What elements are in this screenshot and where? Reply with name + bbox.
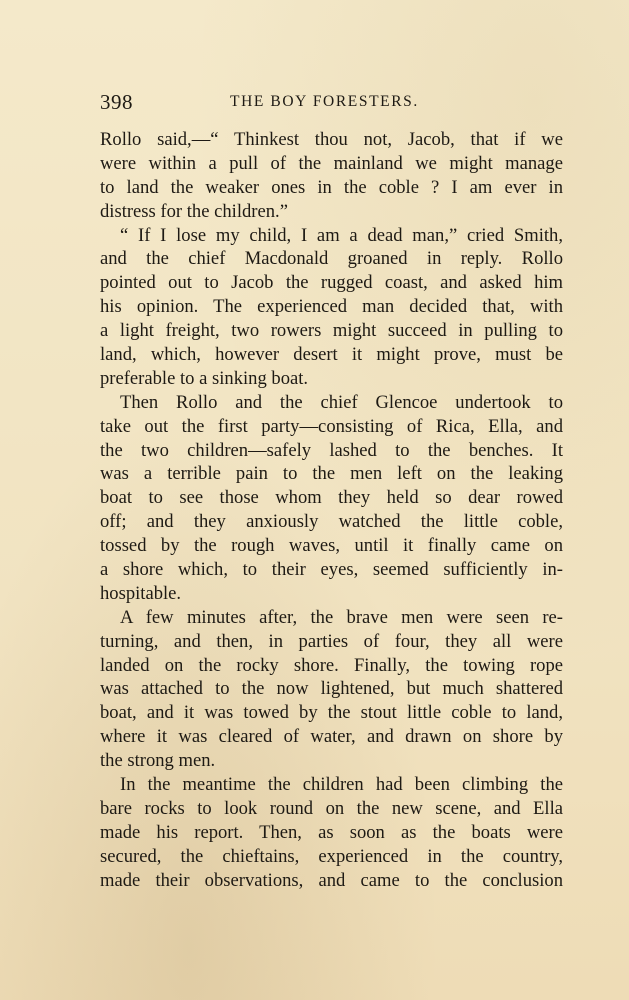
text-line: was a terrible pain to the men left on the leaking: [100, 463, 563, 485]
body-text: [100, 128, 563, 893]
text-line: hospitable.: [100, 582, 182, 604]
text-line: boat, and it was towed by the stout little coble to land,: [100, 702, 563, 724]
text-line: Rollo said,—“ Thinkest thou not, Jacob, that if we: [100, 129, 563, 150]
text-line: a light freight, two rowers might succeed in pulling to: [100, 320, 563, 342]
text-line: tossed by the rough waves, until it finally came on: [100, 535, 563, 557]
text-line: Then Rollo and the chief Glencoe undertook to: [120, 391, 563, 413]
text-line: boat to see those whom they held so dear rowed: [100, 487, 563, 509]
text-line: landed on the rocky shore. Finally, the towing rope: [100, 654, 563, 676]
text-line: turning, and then, in parties of four, they all were: [100, 630, 563, 652]
text-line: land, which, however desert it might prove, must be: [100, 344, 563, 366]
text-line: was attached to the now lightened, but much shattered: [100, 678, 563, 700]
text-line: to land the weaker ones in the coble ? I am ever in: [100, 176, 563, 198]
text-line: were within a pull of the mainland we might manage: [100, 152, 563, 174]
text-line: made his report. Then, as soon as the boats were: [100, 821, 563, 843]
text-line: his opinion. The experienced man decided that, with: [100, 296, 563, 318]
text-line: preferable to a sinking boat.: [100, 367, 309, 389]
text-line: bare rocks to look round on the new scene, and Ella: [100, 797, 563, 819]
text-line: A few minutes after, the brave men were seen re-: [120, 606, 563, 628]
text-line: distress for the children.”: [100, 200, 288, 222]
text-line: the strong men.: [100, 750, 216, 772]
text-line: secured, the chieftains, experienced in the country,: [100, 845, 563, 867]
page-header: [100, 90, 563, 116]
text-line: pointed out to Jacob the rugged coast, and asked him: [100, 272, 563, 294]
text-line: a shore which, to their eyes, seemed sufficiently in-: [100, 559, 563, 581]
text-line: where it was cleared of water, and drawn on shore by: [100, 726, 563, 748]
text-line: made their observations, and came to the conclusion: [100, 869, 563, 891]
text-line: “ If I lose my child, I am a dead man,” cried Smith,: [120, 224, 563, 246]
running-head: THE BOY FORESTERS.: [230, 93, 419, 110]
page-number: 398: [100, 90, 133, 114]
text-line: take out the first party—consisting of Rica, Ella, and: [100, 415, 563, 437]
text-line: and the chief Macdonald groaned in reply. Rollo: [100, 248, 563, 270]
text-line: off; and they anxiously watched the little coble,: [100, 511, 563, 533]
text-line: In the meantime the children had been climbing the: [120, 774, 563, 796]
text-line: the two children—safely lashed to the benches. It: [100, 439, 563, 461]
